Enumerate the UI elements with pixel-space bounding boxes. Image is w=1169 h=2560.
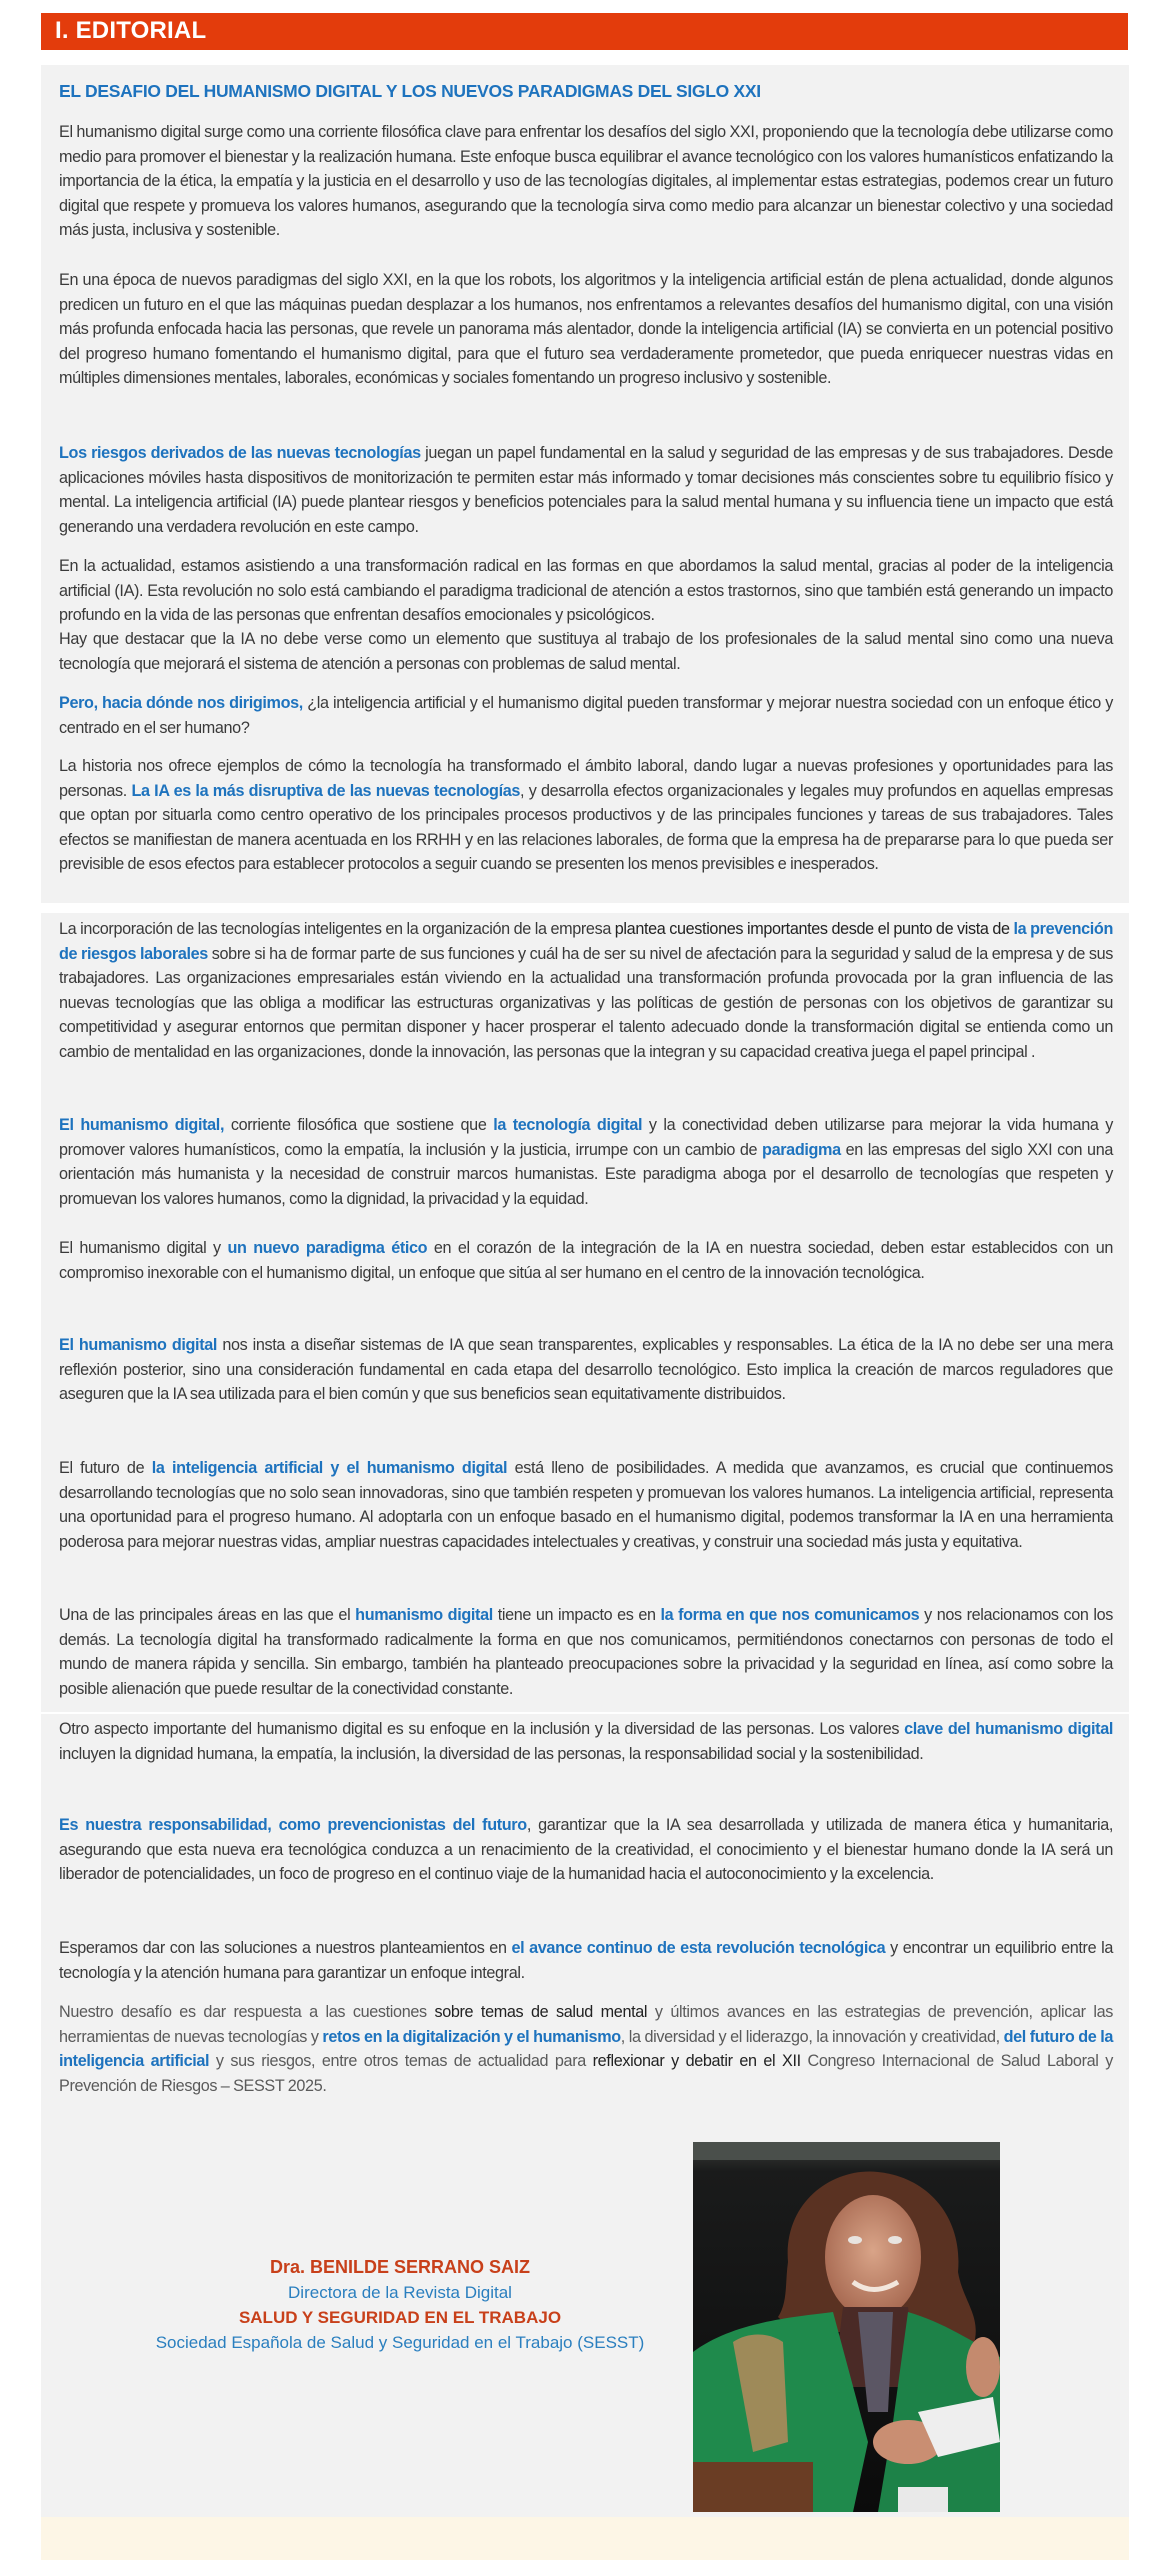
text-segment: ¿la inteligencia artificial y el humanismo digital pueden transformar y mejorar nuestra sociedad con un enfoque ético y centrado en el ser humano? [59,694,1113,737]
text-segment: plantea cuestiones importantes desde el punto de vista de [614,920,1014,938]
text-segment: Hay que destacar que la IA no debe verse como un elemento que sustituya al trabajo de los profesionales de la salud mental sino como una nueva tecnología que mejorará el sistema de atención a personas con problemas de salud mental. [59,630,1113,673]
paragraph [41,754,1129,877]
highlighted-phrase: El humanismo digital [59,1336,218,1354]
highlighted-phrase: clave del humanismo digital [904,1720,1113,1738]
text-segment: En la actualidad, estamos asistiendo a una transformación radical en las formas en que abordamos la salud mental, gracias al poder de la inteligencia artificial (IA). Esta revolución no solo está cambiando el paradigma tradicional de atención a estos trastornos, sino que también está generando un impacto profundo en la vida de las personas que enfrentan desafíos emocionales y psicológicos. [59,557,1113,625]
paragraph [41,1936,1129,1985]
text-segment: Una de las principales áreas en las que el [59,1606,356,1624]
section-header-bar [41,13,1128,50]
text-segment: sobre temas de salud mental [434,2003,648,2021]
organization-name: Sociedad Española de Salud y Seguridad en el Trabajo (SESST) [155,2333,645,2352]
text-segment: nos insta a diseñar sistemas de IA que sean transparentes, explicables y responsables. La ética de la IA no debe ser una mera reflexión posterior, sino una consideración fundamental en cada etapa del desarrollo tecnológico. Esto implica la creación de marcos reguladores que aseguren que la IA sea utilizada para el bien común y que sus beneficios sean equitativamente distribuidos. [59,1336,1113,1404]
text-segment: El humanismo digital surge como una corriente filosófica clave para enfrentar los desafíos del siglo XXI, proponiendo que la tecnología debe utilizarse como medio para promover el bienestar y la realización humana. Este enfoque busca equilibrar el avance tecnológico con los valores humanísticos enfatizando la importancia de la ética, la empatía y la justicia en el desarrollo y uso de las tecnologías digitales, al implementar estas estrategias, podemos crear un futuro digital que respete y promueva los valores humanos, asegurando que la tecnología sirva como medio para alcanzar un bienestar colectivo y una sociedad más justa, inclusiva y sostenible. [59,123,1113,240]
article-title-block [41,81,1129,102]
paragraph [41,2000,1129,2098]
paragraph [41,1456,1129,1554]
author-name: Dra. BENILDE SERRANO SAIZ [269,2257,531,2277]
highlighted-phrase: del futuro de la inteligencia artificial [59,2027,1113,2071]
author-role: Directora de la Revista Digital [288,2283,512,2302]
paragraph [41,1236,1129,1285]
footer-band [41,2517,1129,2560]
text-segment: en las empresas del siglo XXI con una orientación más humanista y la necesidad de construir marcos humanistas. Este paradigma aboga por el desarrollo de tecnologías que respeten y promuevan los valores humanos, como la dignidad, la privacidad y la equidad. [59,1140,1113,1208]
paragraph [41,268,1129,391]
highlighted-phrase: paradigma [762,1140,841,1159]
paragraph [41,1333,1129,1407]
section-header-title: I. EDITORIAL [55,17,207,44]
paragraph-text [59,441,1113,539]
paragraph [41,1113,1129,1211]
paragraph-text [59,917,1113,1065]
highlighted-phrase: Pero, hacia dónde nos dirigimos, [59,694,303,712]
article-title: EL DESAFIO DEL HUMANISMO DIGITAL Y LOS NUEVOS PARADIGMAS DEL SIGLO XXI [59,81,761,101]
paragraph [41,917,1129,1065]
paragraph-text [59,1936,1113,1985]
text-segment: , garantizar que la IA sea desarrollada y utilizada de manera ética y humanitaria, asegurando que esta nueva era tecnológica conduzca a un renacimiento de la creatividad, el conocimiento y el bienestar humano donde la IA será un liberador de potencialidades, un foco de progreso en el continuo viaje de la humanidad hacia el autoconocimiento y la excelencia. [59,1816,1113,1884]
highlighted-phrase: la inteligencia artificial y el humanismo digital [151,1459,508,1477]
text-segment: Nuestro desafío es dar respuesta a las cuestiones [59,2003,435,2021]
text-segment: El humanismo digital y [59,1239,228,1257]
text-segment: La historia nos ofrece ejemplos de cómo la tecnología ha transformado el ámbito laboral, dando lugar a nuevas profesiones y oportunidades para las personas. [59,757,1113,800]
paragraph-text [59,1456,1113,1554]
signature-block [120,2255,680,2355]
paragraph [41,691,1129,740]
paragraph [41,1717,1129,1766]
author-photo [693,2142,1000,2512]
text-segment: En una época de nuevos paradigmas del siglo XXI, en la que los robots, los algoritmos y la inteligencia artificial están de plena actualidad, donde algunos predicen un futuro en el que las máquinas puedan desplazar a los humanos, nos enfrentamos a relevantes desafíos del humanismo digital, con una visión más profunda enfocada hacia las personas, que revele un panorama más alentador, donde la inteligencia artificial (IA) se convierta en un potencial positivo del progreso humano fomentando el humanismo digital, para que el futuro sea verdaderamente prometedor, que pueda enriquecer nuestras vidas en múltiples dimensiones mentales, laborales, económicas y sociales fomentando un progreso inclusivo y sostenible. [59,271,1113,388]
text-segment: Congreso Internacional de Salud Laboral y Prevención de Riesgos – SESST 2025. [59,2052,1113,2095]
highlighted-phrase: Es nuestra responsabilidad, como prevencionistas del futuro [59,1816,527,1834]
text-segment: El futuro de [59,1459,152,1477]
highlighted-phrase: un nuevo paradigma ético [227,1239,428,1257]
paragraph [41,1603,1129,1701]
paragraph-text [59,1236,1113,1285]
text-segment: juegan un papel fundamental en la salud y seguridad de las empresas y de sus trabajadores. Desde aplicaciones móviles hasta dispositivos de monitorización te permiten estar más informado y tomar decisiones más conscientes sobre tu equilibrio físico y mental. La inteligencia artificial (IA) puede plantear riesgos y beneficios potenciales para la salud mental humana y su influencia tiene un impacto que está generando una verdadera revolución en este campo. [59,444,1114,536]
paragraph [41,627,1129,676]
magazine-name: SALUD Y SEGURIDAD EN EL TRABAJO [238,2308,562,2327]
highlighted-phrase: el avance continuo de esta revolución tecnológica [511,1939,886,1957]
text-segment: y nos relacionamos con los demás. La tecnología digital ha transformado radicalmente la forma en que nos comunicamos, permitiéndonos conectarnos con personas de todo el mundo de manera rápida y sencilla. Sin embargo, también ha planteado preocupaciones sobre la privacidad y la seguridad en línea, así como sobre la posible alienación que puede resultar de la conectividad constante. [59,1606,1114,1698]
paragraph [41,554,1129,628]
paragraph [41,120,1129,243]
text-segment: en el corazón de la integración de la IA en nuestra sociedad, deben estar establecidos con un compromiso inexorable con el humanismo digital, un enfoque que sitúa al ser humano en el centro de la innovación tecnológica. [59,1239,1114,1282]
paragraph [41,1813,1129,1887]
paragraph-text [59,2000,1113,2098]
highlighted-phrase: la tecnología digital [493,1116,643,1134]
highlighted-phrase: El humanismo digital, [59,1116,225,1134]
highlighted-phrase: retos en la digitalización y el humanismo [322,2027,621,2046]
text-segment: , y desarrolla efectos organizacionales y legales muy profundos en aquellas empresas que optan por situarla como centro operativo de los principales procesos productivos y de las principales funciones y tareas de sus trabajadores. Tales efectos se manifiestan de manera acentuada en los RRHH y en las relaciones laborales, de forma que la empresa ha de prepararse para lo que pueda ser previsible de esos efectos para establecer protocolos a seguir cuando se presenten los menos previsibles e inesperados. [59,781,1113,874]
text-segment: , la diversidad y el liderazgo, la innovación y creatividad, [620,2027,1004,2046]
text-segment: tiene un impacto es en [492,1606,661,1624]
text-segment: Esperamos dar con las soluciones a nuestros planteamientos en [59,1939,512,1957]
paragraph-text [59,120,1113,243]
text-segment: corriente filosófica que sostiene que [224,1116,494,1134]
text-segment: y la conectividad deben utilizarse para mejorar la vida humana y promover valores humanísticos, como la empatía, la inclusión y la justicia, irrumpe con un cambio de [59,1116,1113,1159]
text-segment: reflexionar y debatir en el XII [592,2052,801,2071]
text-segment: incluyen la dignidad humana, la empatía, la inclusión, la diversidad de las personas, la responsabilidad social y la sostenibilidad. [59,1744,924,1763]
text-segment: Otro aspecto importante del humanismo digital es su enfoque en la inclusión y la diversidad de las personas. Los valores [59,1720,905,1738]
paragraph-text [59,691,1113,740]
paragraph [41,441,1129,539]
highlighted-phrase: La IA es la más disruptiva de las nuevas tecnologías [131,781,521,800]
highlighted-phrase: la forma en que nos comunicamos [660,1606,920,1624]
paragraph-text [59,268,1113,391]
text-segment: y últimos avances en las estrategias de prevención, aplicar las herramientas de nuevas tecnologías y [59,2003,1113,2046]
highlighted-phrase: Los riesgos derivados de las nuevas tecnologías [59,444,421,462]
paragraph-text [59,1113,1113,1211]
paragraph-text [59,627,1113,676]
text-segment: La incorporación de las tecnologías inteligentes en la organización de la empresa [59,920,615,938]
paragraph-text [59,1717,1113,1766]
text-segment: sobre si ha de formar parte de sus funciones y cuál ha de ser su nivel de afectación para la seguridad y salud de la empresa y de sus trabajadores. Las organizaciones empresariales están viviendo en la actualidad una transformación profunda provocada por la gran influencia de las nuevas tecnologías que las obliga a modificar las estructuras organizativas y las políticas de gestión de personas con los objetivos de garantizar su competitividad y asegurar entornos que permitan disponer y hacer prosperar el talento adecuado donde la transformación digital se entienda como un cambio de mentalidad en las organizaciones, donde la innovación, las personas que la integran y su capacidad creativa juega el papel principal . [59,944,1113,1061]
text-segment: está lleno de posibilidades. A medida que avanzamos, es crucial que continuemos desarrollando tecnologías que no solo sean innovadoras, sino que también respeten y promuevan los valores humanos. La inteligencia artificial, representa una oportunidad para el progreso humano. Al adoptarla con un enfoque basado en el humanismo digital, podemos transformar la IA en una herramienta poderosa para mejorar nuestras vidas, ampliar nuestras capacidades intelectuales y creativas, y construir una sociedad más justa y equitativa. [59,1459,1113,1551]
paragraph-text [59,1813,1113,1887]
author-portrait-image [693,2142,1000,2512]
highlighted-phrase: humanismo digital [355,1606,493,1624]
highlighted-phrase: la prevención de riesgos laborales [59,920,1113,963]
paragraph-text [59,1603,1113,1701]
text-segment: y encontrar un equilibrio entre la tecnología y la atención humana para garantizar un enfoque integral. [59,1939,1113,1982]
paragraph-text [59,554,1113,628]
paragraph-text [59,1333,1113,1407]
text-segment: y sus riesgos, entre otros temas de actualidad para [209,2052,593,2071]
paragraph-text [59,754,1113,877]
